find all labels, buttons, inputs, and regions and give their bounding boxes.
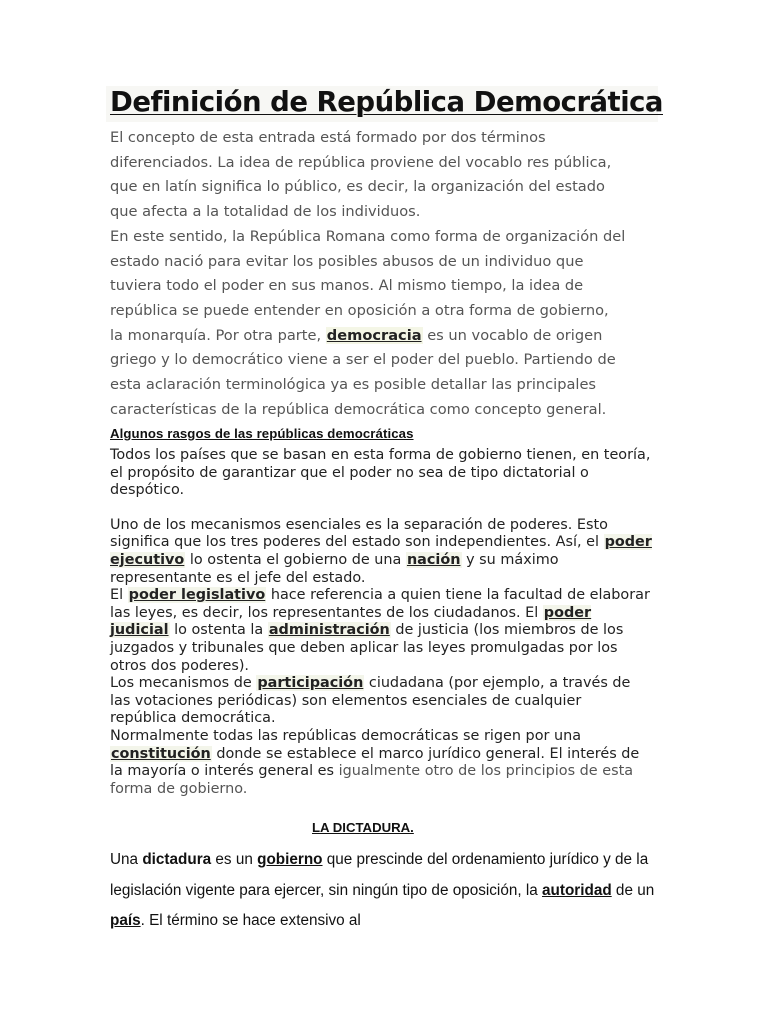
text: que prescinde del ordenamiento jurídico y de la legislación vigente para ejercer, sin ningún tipo de oposición, la <box>110 851 649 899</box>
section-heading-dictadura: LA DICTADURA. <box>312 820 414 835</box>
dictadura-section <box>110 845 660 937</box>
text: Normalmente todas las repúblicas democráticas se rigen por una <box>110 727 582 744</box>
text: Uno de los mecanismos esenciales es la separación de poderes. Esto significa que los tres poderes del estado son independientes. Así, el <box>110 516 608 551</box>
link-autoridad[interactable]: autoridad <box>542 881 612 899</box>
link-participacion[interactable]: participación <box>257 675 364 692</box>
intro-line: griego y lo democrático viene a ser el poder del pueblo. Partiendo de <box>110 351 616 369</box>
link-constitucion[interactable]: constitución <box>111 745 211 762</box>
intro-line: El concepto de esta entrada está formado por dos términos <box>110 129 546 146</box>
text: lo ostenta la <box>169 622 268 639</box>
link-democracia[interactable]: democracia <box>326 326 422 344</box>
intro-line: que afecta a la totalidad de los individuos. <box>110 203 421 221</box>
intro-text: es un vocablo de origen <box>422 326 603 344</box>
text: es un <box>211 851 258 868</box>
text: de justicia (los miembros de los juzgados y tribunales que deben aplicar las leyes promulgadas por los otros dos poderes). <box>110 622 624 674</box>
link-nacion[interactable]: nación <box>406 551 461 568</box>
intro-section <box>110 126 662 422</box>
link-poder-ejecutivo[interactable]: poder ejecutivo <box>110 534 652 568</box>
intro-line: diferenciados. La idea de república proviene del vocablo res pública, <box>110 153 612 171</box>
paragraph <box>110 845 660 937</box>
paragraph <box>110 587 652 675</box>
intro-line <box>110 324 662 349</box>
intro-line: esta aclaración terminológica ya es posible detallar las principales <box>110 376 597 394</box>
intro-line: tuviera todo el poder en sus manos. Al mismo tiempo, la idea de <box>110 277 584 295</box>
paragraph <box>110 728 652 798</box>
text: Los mecanismos de <box>110 675 257 692</box>
text: igualmente otro de los principios de esta forma de gobierno. <box>110 763 634 797</box>
link-poder-judicial[interactable]: poder judicial <box>110 604 592 639</box>
text: hace referencia a quien tiene la facultad de elaborar las leyes, es decir, los representantes de los ciudadanos. El <box>110 587 650 621</box>
text: de un <box>611 881 655 899</box>
term-dictadura: dictadura <box>142 851 212 868</box>
page-title: Definición de República Democrática <box>110 86 663 118</box>
text: lo ostenta el gobierno de una <box>185 551 406 568</box>
rasgos-section <box>110 447 652 798</box>
paragraph <box>110 675 652 728</box>
text: El <box>110 587 128 604</box>
link-administracion[interactable]: administración <box>268 622 390 639</box>
text: ciudadana (por ejemplo, a través de las votaciones periódicas) son elementos esenciales de cualquier república democrática. <box>110 675 631 727</box>
intro-line: república se puede entender en oposición a otra forma de gobierno, <box>110 301 609 319</box>
paragraph-gap <box>110 500 652 517</box>
text: . El término se hace extensivo al <box>140 912 361 929</box>
intro-text: la monarquía. Por otra parte, <box>110 326 326 344</box>
link-pais[interactable]: país <box>110 912 141 929</box>
text: y su máximo representante es el jefe del estado. <box>110 551 559 586</box>
link-gobierno[interactable]: gobierno <box>257 851 323 868</box>
text: donde se establece el marco jurídico general. El interés de la mayoría o interés general es <box>110 745 640 780</box>
paragraph: Todos los países que se basan en esta forma de gobierno tienen, en teoría, el propósito de garantizar que el poder no sea de tipo dictatorial o despótico. <box>110 447 651 499</box>
paragraph <box>110 517 652 587</box>
intro-line: estado nació para evitar los posibles abusos de un individuo que <box>110 252 584 270</box>
intro-line: características de la república democrática como concepto general. <box>110 400 607 418</box>
text: Una <box>110 851 143 868</box>
section-heading-rasgos: Algunos rasgos de las repúblicas democráticas <box>110 426 414 441</box>
link-poder-legislativo[interactable]: poder legislativo <box>128 587 266 604</box>
intro-line: que en latín significa lo público, es decir, la organización del estado <box>110 178 605 196</box>
intro-line: En este sentido, la República Romana como forma de organización del <box>110 227 626 245</box>
